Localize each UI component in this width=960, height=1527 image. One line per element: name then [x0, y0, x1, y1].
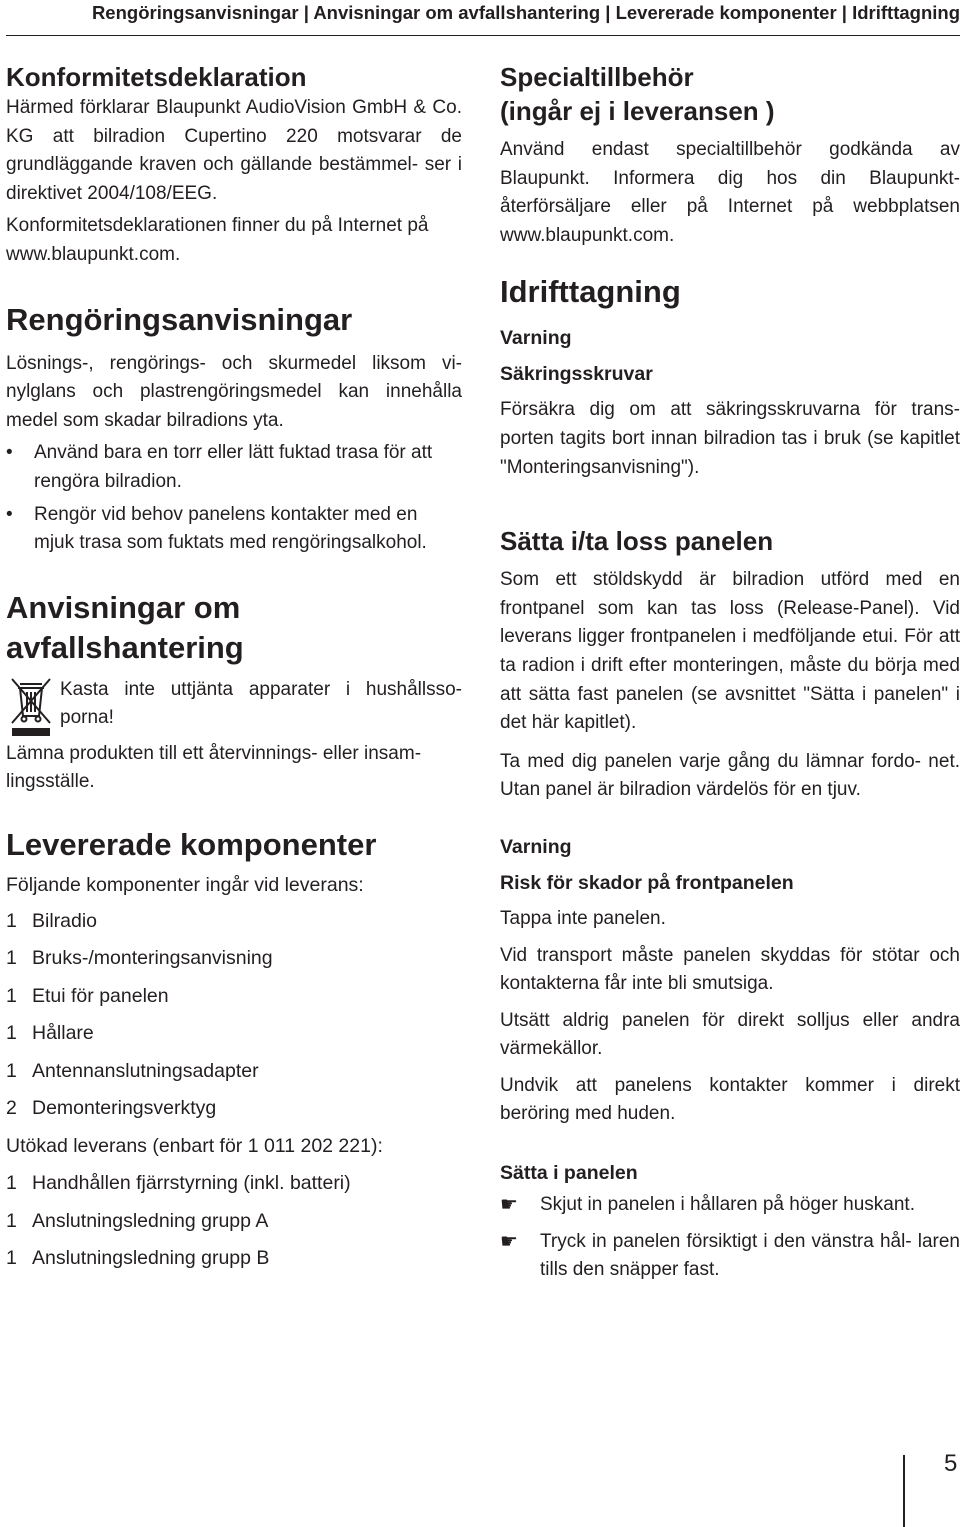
risk-text: Vid transport måste panelen skyddas för stötar och kontakterna får inte bli smutsiga. [500, 944, 960, 995]
list-item: 1 Bilradio [6, 909, 98, 932]
list-item: 1 Handhållen fjärrstyrning (inkl. batteri) [6, 1172, 351, 1195]
disposal-text: Lämna produkten till ett återvinnings- eller insam- lingsställe. [6, 742, 422, 793]
pointing-hand-icon: ☛ [500, 1230, 518, 1253]
components-heading: Levererade komponenter [6, 826, 377, 862]
accessories-text: Använd endast specialtillbehör godkända av Blaupunkt. Informera dig hos din Blaupunkt- återförsäljare eller på Internet på webbplatsen www.blaupunkt.com. [500, 139, 960, 246]
list-item: 1 Anslutningsledning grupp B [6, 1247, 270, 1270]
conformity-text: Härmed förklarar Blaupunkt AudioVision GmbH & Co. KG att bilradion Cupertino 220 motsvarar de grundläggande kraven och gällande bestämmel- ser i direktivet 2004/108/EEG. [6, 97, 462, 204]
breadcrumb: Rengöringsanvisningar | Anvisningar om avfallshantering | Levererade komponenter | Idrifttagning [91, 2, 960, 23]
panel-text-2: Ta med dig panelen varje gång du lämnar fordo- net. Utan panel är bilradion värdelös för en tjuv. [500, 750, 960, 801]
left-column [6, 60, 462, 1278]
list-item: 1 Anslutningsledning grupp A [6, 1209, 269, 1232]
list-item: 2 Demonteringsverktyg [6, 1097, 217, 1120]
components-list [6, 903, 462, 1128]
list-item: • Rengör vid behov panelens kontakter med en mjuk trasa som fuktats med rengöringsalkohol. [6, 501, 462, 558]
risk-text: Undvik att panelens kontakter kommer i direkt beröring med huden. [500, 1074, 960, 1125]
screws-text: Försäkra dig om att säkringsskruvarna för trans- porten tagits bort innan bilradion tas i bruk (se kapitlet "Monteringsanvisning"). [500, 399, 960, 478]
insert-heading: Sätta i panelen [500, 1162, 638, 1185]
crossed-out-bin-icon [6, 676, 60, 738]
list-item: 1 Hållare [6, 1022, 94, 1045]
panel-text: Som ett stöldskydd är bilradion utförd med en frontpanel som kan tas loss (Release-Panel). Vid leverans ligger frontpanelen i medföljande etui. För att ta radion i drift efter monteringen, måste du börja med att sätta fast panelen (se avsnittet "Sätta i panelen" i det här kapitlet). [500, 569, 960, 734]
header-divider [6, 35, 960, 36]
cleaning-heading: Rengöringsanvisningar [6, 301, 353, 337]
running-header [0, 0, 960, 36]
extended-components-list [6, 1165, 462, 1278]
footer-divider [903, 1455, 905, 1527]
action-text: Tryck in panelen försiktigt i den vänstra hål- laren tills den snäpper fast. [540, 1230, 960, 1281]
list-item: • Använd bara en torr eller lätt fuktad trasa för att rengöra bilradion. [6, 439, 462, 496]
bullet-icon: • [6, 503, 13, 525]
panel-heading: Sätta i/ta loss panelen [500, 526, 774, 557]
list-item: 1 Bruks-/monteringsanvisning [6, 947, 273, 970]
right-column [500, 60, 960, 1285]
list-item: 1 Antennanslutningsadapter [6, 1059, 259, 1082]
bullet-icon: • [6, 442, 13, 464]
warning-label: Varning [500, 835, 572, 858]
action-step [500, 1191, 960, 1220]
conformity-link-text: Konformitetsdeklarationen finner du på Internet på www.blaupunkt.com. [6, 215, 429, 265]
disposal-warning [6, 676, 462, 738]
disposal-warning-text: Kasta inte uttjänta apparater i hushållsso- porna! [60, 678, 462, 729]
disposal-heading: Anvisningar om avfallshantering [6, 589, 244, 665]
warning-label: Varning [500, 327, 572, 350]
conformity-heading: Konformitetsdeklaration [6, 62, 307, 92]
accessories-heading: Specialtillbehör (ingår ej i leveransen ) [500, 62, 775, 126]
risk-text: Tappa inte panelen. [500, 907, 666, 929]
risk-heading: Risk för skador på frontpanelen [500, 871, 794, 894]
extended-delivery-intro: Utökad leverans (enbart för 1 011 202 221): [6, 1134, 383, 1157]
page-number: 5 [944, 1450, 958, 1477]
startup-heading: Idrifttagning [500, 274, 681, 310]
pointing-hand-icon: ☛ [500, 1194, 518, 1217]
cleaning-text: Lösnings-, rengörings- och skurmedel liksom vi- nylglans och plastrengöringsmedel kan innehålla medel som skadar bilradions yta. [6, 352, 462, 431]
list-item: 1 Etui för panelen [6, 984, 169, 1007]
screws-heading: Säkringsskruvar [500, 363, 653, 386]
action-text: Skjut in panelen i hållaren på höger huskant. [540, 1194, 915, 1216]
cleaning-bullet-list [6, 439, 462, 557]
action-step [500, 1228, 960, 1285]
risk-text: Utsätt aldrig panelen för direkt solljus eller andra värmekällor. [500, 1009, 960, 1060]
components-intro: Följande komponenter ingår vid leverans: [6, 873, 364, 896]
